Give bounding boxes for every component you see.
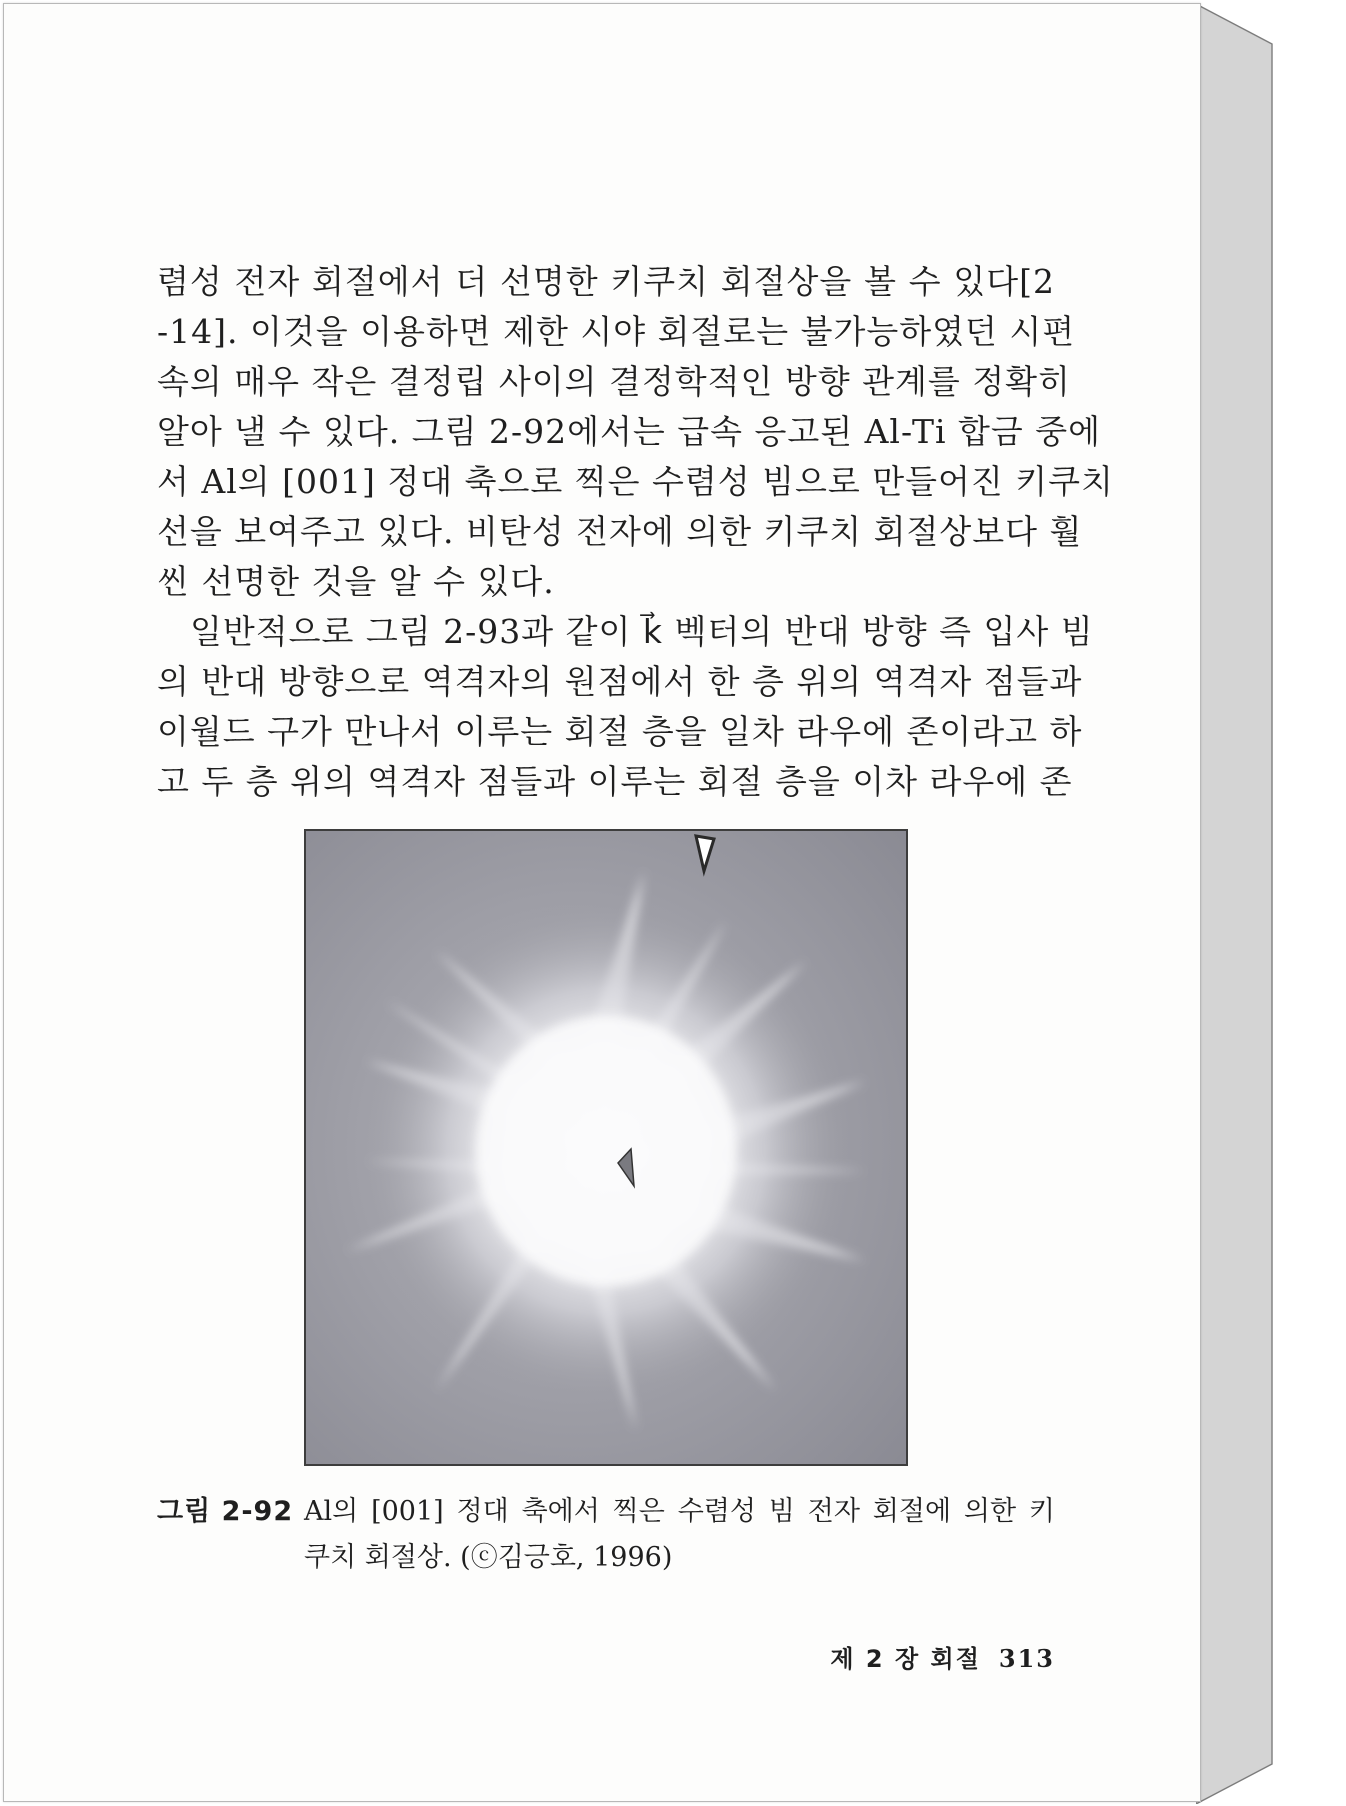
body-line: 렴성 전자 회절에서 더 선명한 키쿠치 회절상을 볼 수 있다[2 [157,262,1055,301]
body-line: -14]. 이것을 이용하면 제한 시야 회절로는 불가능하였던 시편 [157,312,1076,351]
body-line: 속의 매우 작은 결정립 사이의 결정학적인 방향 관계를 정확히 [157,362,1071,401]
body-line: 선을 보여주고 있다. 비탄성 전자에 의한 키쿠치 회절상보다 훨 [157,512,1083,551]
caption-line: Al의 [001] 정대 축에서 찍은 수렴성 빔 전자 회절에 의한 키 [304,1496,1055,1527]
body-line: 알아 낼 수 있다. 그림 2-92에서는 급속 응고된 Al-Ti 합금 중에 [157,412,1102,451]
book-page [3,3,1201,1802]
body-line: 고 두 층 위의 역격자 점들과 이루는 회절 층을 이차 라우에 존 [157,762,1073,801]
body-line: 의 반대 방향으로 역격자의 원점에서 한 층 위의 역격자 점들과 [157,662,1083,701]
body-line: 일반적으로 그림 2-93과 같이 k⃗ 벡터의 반대 방향 즉 입사 빔 [190,612,1094,651]
kikuchi-pattern-figure [304,829,908,1466]
page-footer [784,1639,1055,1674]
page-number: 313 [998,1644,1055,1673]
caption-line: 쿠치 회절상. (ⓒ김긍호, 1996) [304,1542,673,1573]
chapter-title: 제 2 장 회절 [830,1645,981,1673]
body-line: 서 Al의 [001] 정대 축으로 찍은 수렴성 빔으로 만들어진 키쿠치 [157,462,1114,501]
caption-text [304,1489,1055,1581]
body-line: 씬 선명한 것을 알 수 있다. [157,562,555,601]
caption-label: 그림 2-92 [157,1496,294,1527]
book-spine [1196,4,1282,1804]
body-text [157,257,1114,807]
body-line: 이월드 구가 만나서 이루는 회절 층을 일차 라우에 존이라고 하 [157,712,1083,751]
